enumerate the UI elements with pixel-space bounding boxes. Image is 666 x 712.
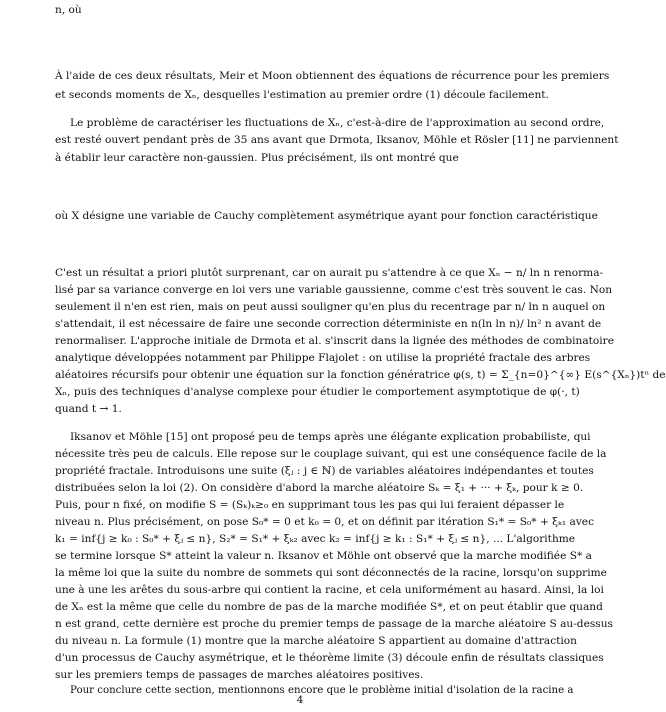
text-line: de Xₙ est la même que celle du nombre de pas de la marche modifiée S*, et on peut établir que quand xyxy=(55,601,603,613)
text-line: seulement il n'en est rien, mais on peut aussi souligner qu'en plus du recentrage par n/ ln n auquel on xyxy=(55,301,606,313)
text-line: analytique développées notamment par Philippe Flajolet : on utilise la propriété fractale des arbres xyxy=(55,352,591,364)
text-line: aléatoires récursifs pour obtenir une équation sur la fonction génératrice φ(s, t) = Σ_{n=0}^{∞} E(s^{Xₙ})tⁿ de xyxy=(55,369,666,381)
text-line: propriété fractale. Introduisons une suite (ξⱼ : j ∈ ℕ) de variables aléatoires indépendantes et toutes xyxy=(55,465,594,477)
text-line: se termine lorsque S* atteint la valeur n. Iksanov et Möhle ont observé que la marche modifiée S* a xyxy=(55,550,592,562)
text-line: la même loi que la suite du nombre de sommets qui sont déconnectés de la racine, lorsqu'on supprime xyxy=(55,567,607,579)
text-line: d'un processus de Cauchy asymétrique, et le théorème limite (3) découle enfin de résultats classiques xyxy=(55,652,604,664)
text-line: Xₙ, puis des techniques d'analyse complexe pour étudier le comportement asymptotique de φ(·, t) xyxy=(55,386,580,398)
text-line: du niveau n. La formule (1) montre que la marche aléatoire S appartient au domaine d'attraction xyxy=(55,635,578,647)
text-line: sur les premiers temps de passages de marches aléatoires positives. xyxy=(55,669,424,681)
text-line: lisé par sa variance converge en loi vers une variable gaussienne, comme c'est très souvent le cas. Non xyxy=(55,284,613,296)
text-line: Pour conclure cette section, mentionnons encore que le problème initial d'isolation de la racine a xyxy=(70,685,574,696)
text-line: renormaliser. L'approche initiale de Drmota et al. s'inscrit dans la lignée des méthodes de combinatoire xyxy=(55,335,615,347)
text-line: quand t → 1. xyxy=(55,403,122,415)
text-line: k₁ = inf{j ≥ k₀ : S₀* + ξⱼ ≤ n}, S₂* = S₁* + ξₖ₂ avec k₂ = inf{j ≥ k₁ : S₁* + ξⱼ ≤ n}, ... L'algorithme xyxy=(55,533,576,545)
text-line: Puis, pour n fixé, on modifie S = (Sₖ)ₖ≥₀ en supprimant tous les pas qui lui feraient dépasser le xyxy=(55,499,565,511)
text-line: niveau n. Plus précisément, on pose S₀* = 0 et k₀ = 0, et on définit par itération S₁* = S₀* + ξₖ₁ avec xyxy=(55,516,595,528)
text-line: À l'aide de ces deux résultats, Meir et Moon obtiennent des équations de récurrence pour les premiers xyxy=(55,70,610,82)
text-line: distribuées selon la loi (2). On considère d'abord la marche aléatoire Sₖ = ξ₁ + ··· + ξₖ, pour k ≥ 0. xyxy=(55,482,584,494)
text-line: n est grand, cette dernière est proche du premier temps de passage de la marche aléatoire S au-dessus xyxy=(55,618,613,630)
text-line: Iksanov et Möhle [15] ont proposé peu de temps après une élégante explication probabiliste, qui xyxy=(70,431,591,443)
text-line: et seconds moments de Xₙ, desquelles l'estimation au premier ordre (1) découle facilement. xyxy=(55,89,549,101)
text-line: où X désigne une variable de Cauchy complètement asymétrique ayant pour fonction caractéristique xyxy=(55,210,598,222)
text-line: nécessite très peu de calculs. Elle repose sur le couplage suivant, qui est une conséquence facile de la xyxy=(55,448,607,460)
text-line: C'est un résultat a priori plutôt surprenant, car on aurait pu s'attendre à ce que Xₙ − n/ ln n renorma- xyxy=(55,267,604,279)
text-line: n, où xyxy=(55,4,82,16)
text-line: une à une les arêtes du sous-arbre qui contient la racine, et cela uniformément au hasard. Ainsi, la loi xyxy=(55,584,604,596)
text-line: est resté ouvert pendant près de 35 ans avant que Drmota, Iksanov, Möhle et Rösler [11] ne parviennent xyxy=(55,134,619,146)
text-line: Le problème de caractériser les fluctuations de Xₙ, c'est-à-dire de l'approximation au second ordre, xyxy=(70,117,605,129)
text-line: à établir leur caractère non-gaussien. Plus précisément, ils ont montré que xyxy=(55,152,459,164)
text-line: s'attendait, il est nécessaire de faire une seconde correction déterministe en n(ln ln n)/ ln² n avant de xyxy=(55,318,602,330)
page-number: 4 xyxy=(296,694,304,706)
